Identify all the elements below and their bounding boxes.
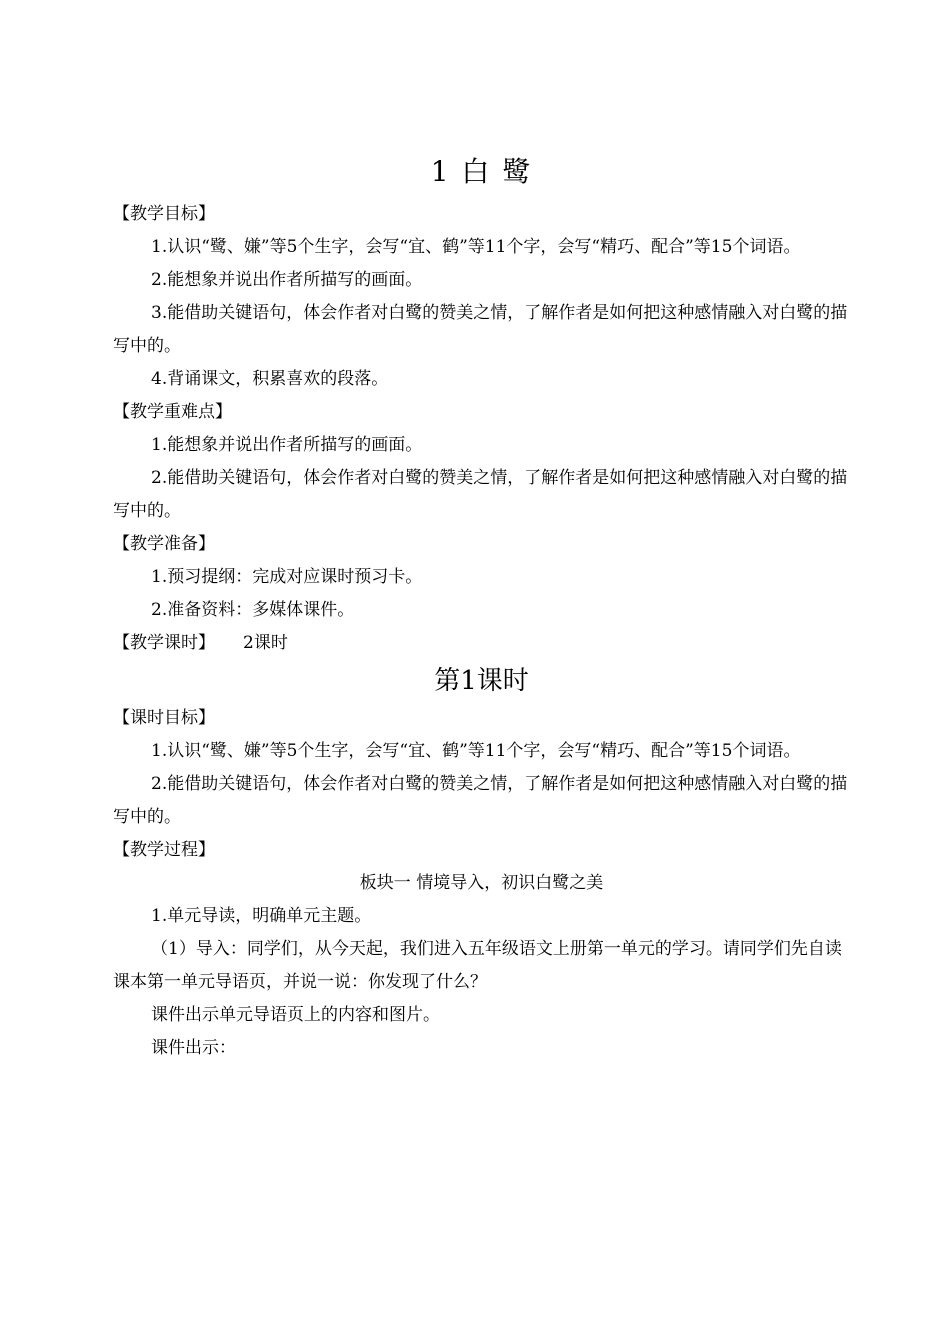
lesson-1-title: 第1课时 [434,666,529,696]
process-line-4: 课件出示： [151,1038,236,1058]
process-line-2: （1）导入：同学们，从今天起，我们进入五年级语文上册第一单元的学习。请同学们先自读课本第一单元导语页，并说一说：你发现了什么？ [113,939,842,992]
key-points-heading: 【教学重难点】 [113,402,232,422]
lesson-goals-heading: 【课时目标】 [113,708,215,728]
goals-heading: 【教学目标】 [113,204,215,224]
goal-item-2: 2.能想象并说出作者所描写的画面。 [151,270,423,290]
process-line-3: 课件出示单元导语页上的内容和图片。 [151,1005,440,1025]
document-page [113,150,850,1065]
key-point-item-2: 2.能借助关键语句，体会作者对白鹭的赞美之情，了解作者是如何把这种感情融入对白鹭的描写中的。 [113,468,848,521]
lesson-goal-item-1: 1.认识“鹭、嫌”等5个生字，会写“宜、鹤”等11个字，会写“精巧、配合”等15个词语。 [151,741,801,761]
lesson-goal-item-2: 2.能借助关键语句，体会作者对白鹭的赞美之情，了解作者是如何把这种感情融入对白鹭的描写中的。 [113,774,848,827]
hours-heading: 【教学课时】 [113,633,215,653]
process-heading: 【教学过程】 [113,840,215,860]
preparation-heading: 【教学准备】 [113,534,215,554]
key-point-item-1: 1.能想象并说出作者所描写的画面。 [151,435,423,455]
preparation-item-1: 1.预习提纲：完成对应课时预习卡。 [151,567,423,587]
goal-item-4: 4.背诵课文，积累喜欢的段落。 [151,369,389,389]
page-title: 1 白 鹭 [430,155,533,188]
goal-item-1: 1.认识“鹭、嫌”等5个生字，会写“宜、鹤”等11个字，会写“精巧、配合”等15个词语。 [151,237,801,257]
block-1-title: 板块一 情境导入，初识白鹭之美 [359,873,604,893]
preparation-item-2: 2.准备资料：多媒体课件。 [151,600,355,620]
goal-item-3: 3.能借助关键语句，体会作者对白鹭的赞美之情，了解作者是如何把这种感情融入对白鹭的描写中的。 [113,303,848,356]
hours-value: 2课时 [243,633,288,653]
hours-row [113,627,850,660]
process-line-1: 1.单元导读，明确单元主题。 [151,906,372,926]
